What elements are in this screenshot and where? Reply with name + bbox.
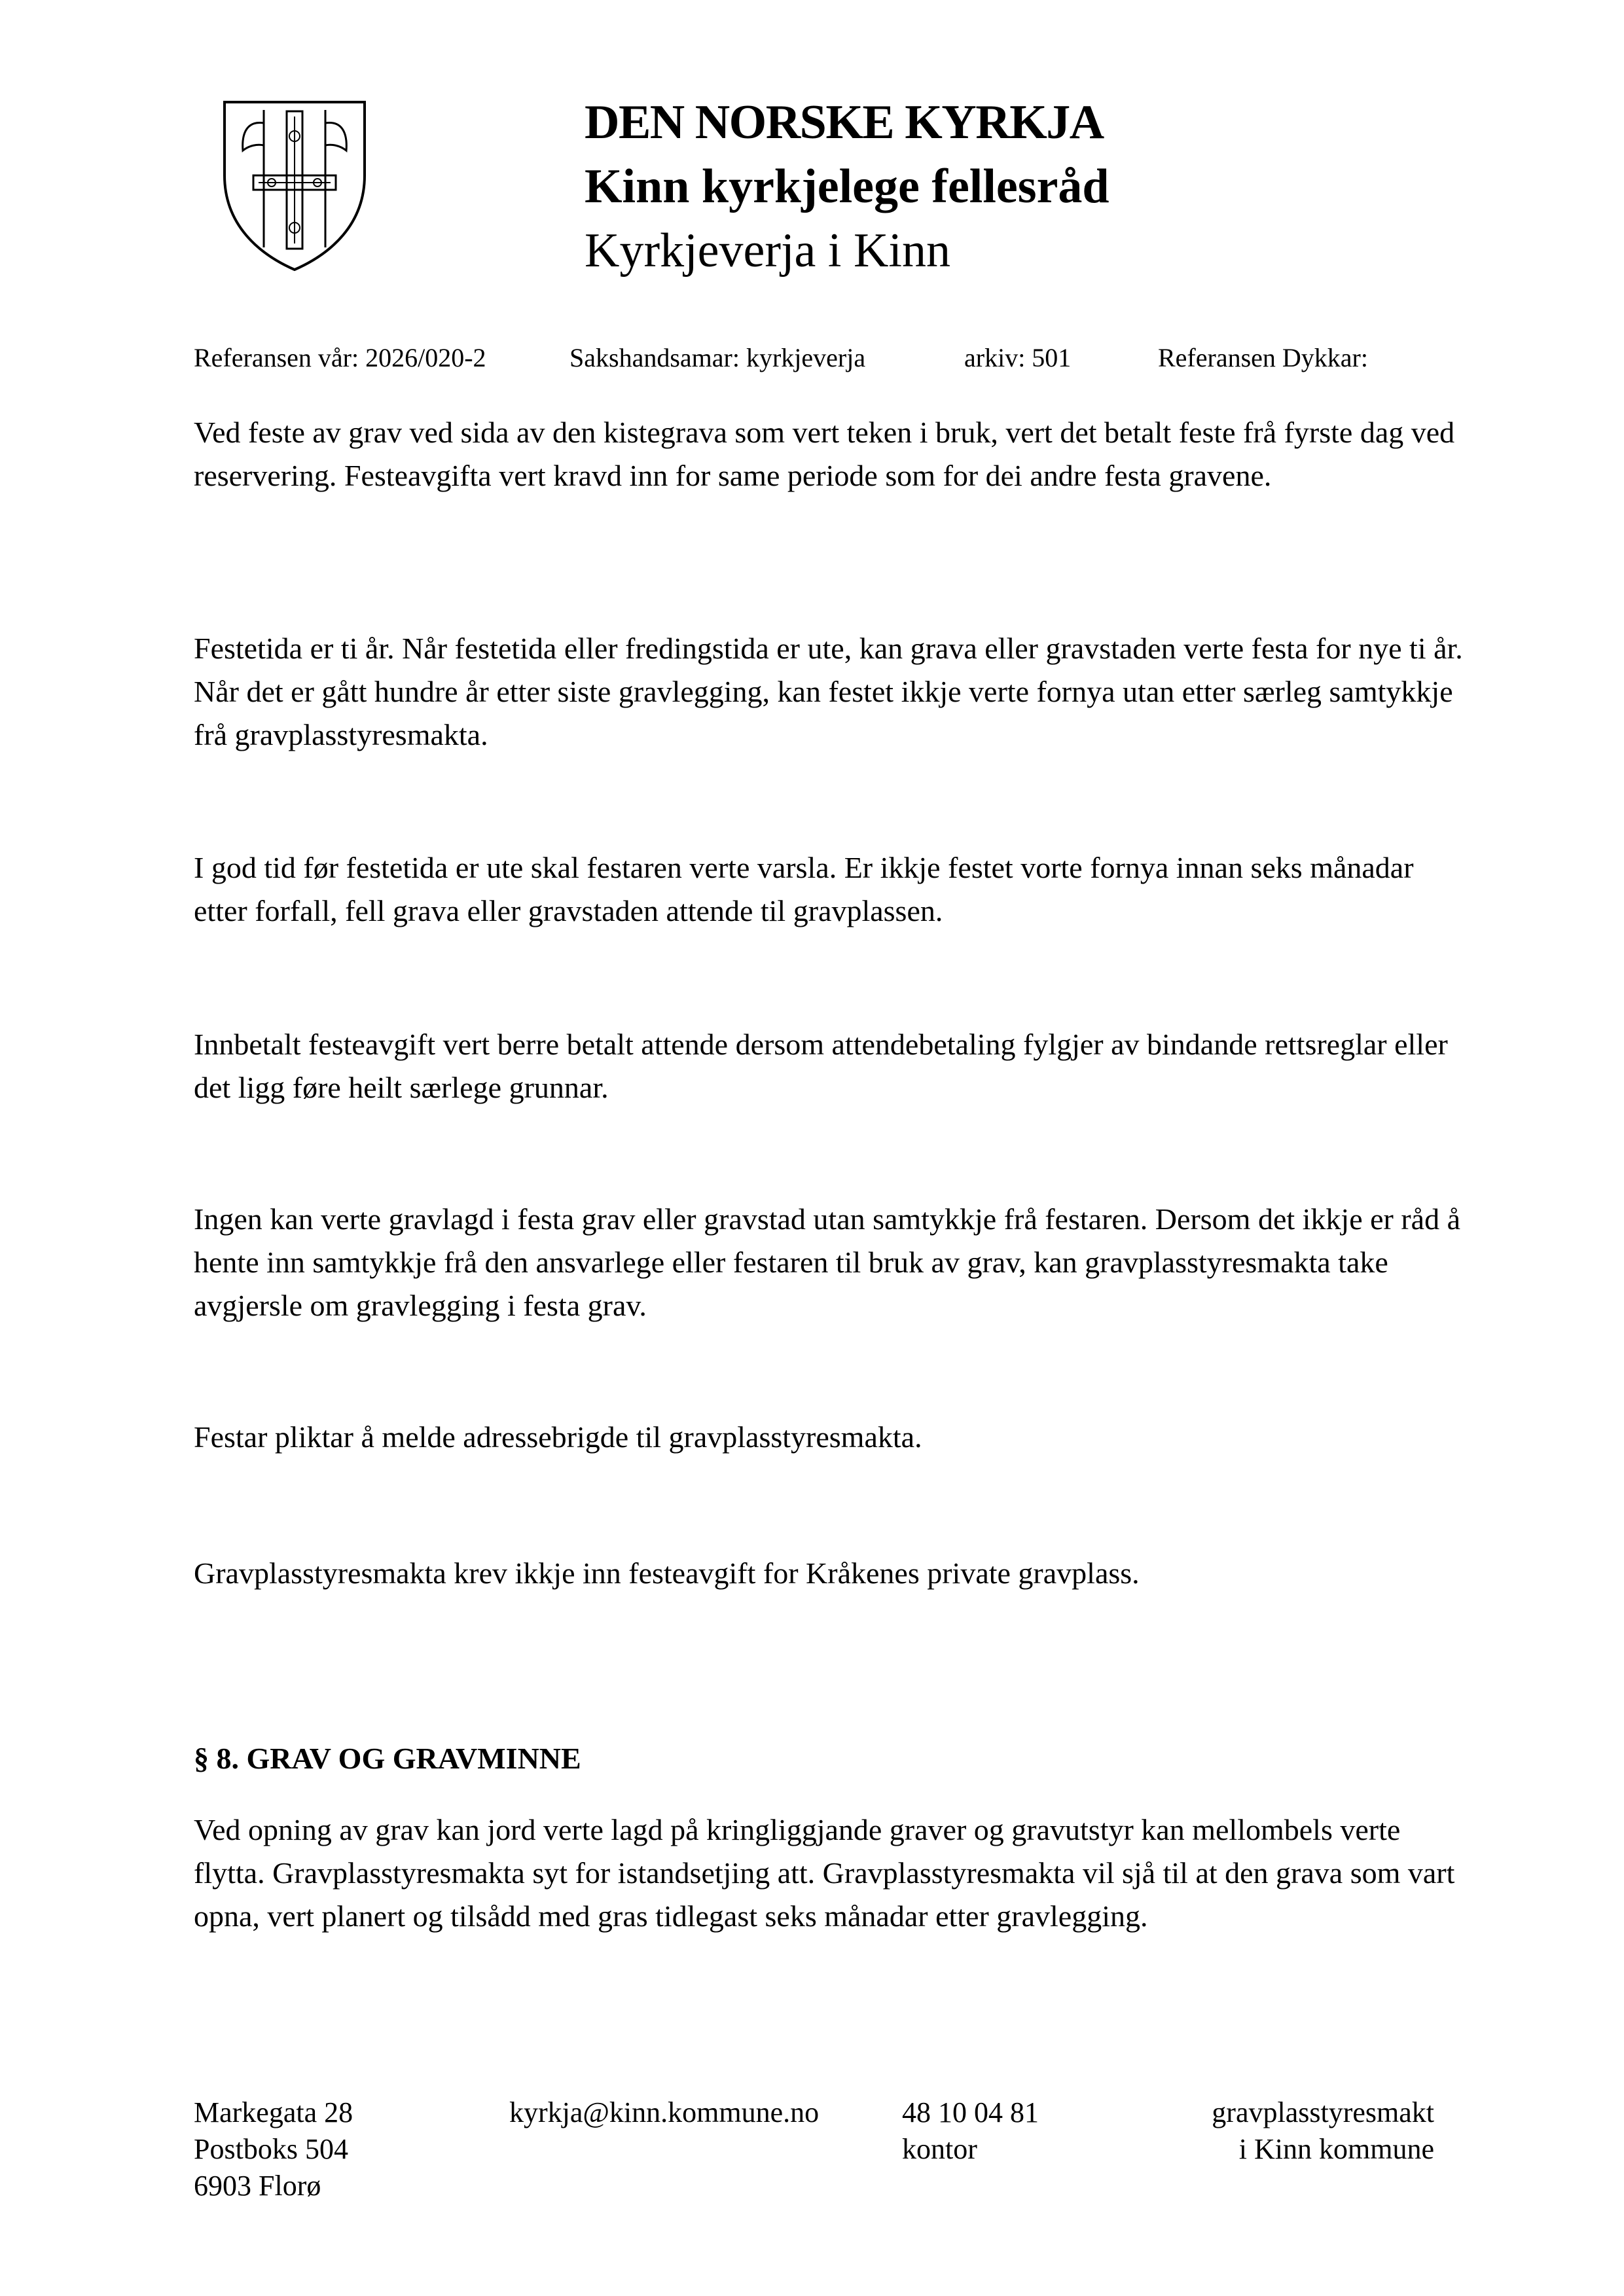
phone-number: 48 10 04 81	[902, 2096, 1039, 2128]
reference-ours: Referansen vår: 2026/020-2	[194, 343, 486, 372]
paragraph: Ingen kan verte gravlagd i festa grav eller gravstad utan samtykkje frå festaren. Dersom det ikkje er råd å hente inn samtykkje frå den ansvarlege eller festaren til bruk av grav, kan gravplasstyresmakta take avgjersle om gravlegging i festa grav.	[194, 1202, 1461, 1322]
org-council: Kinn kyrkjelege fellesråd	[585, 160, 1110, 213]
footer-email[interactable]	[509, 2094, 819, 2131]
footer-phone	[902, 2094, 1039, 2168]
archive-code: arkiv: 501	[964, 343, 1072, 372]
email-link[interactable]: kyrkja@kinn.kommune.no	[509, 2096, 820, 2128]
footer-pobox: Postboks 504	[194, 2133, 348, 2165]
authority-line2: i Kinn kommune	[1238, 2133, 1434, 2165]
paragraph: Innbetalt festeavgift vert berre betalt attende dersom attendebetaling fylgjer av bindande rettsreglar eller det ligg føre heilt særlege grunnar.	[194, 1028, 1448, 1104]
footer-authority	[1212, 2094, 1434, 2168]
section-paragraph: Ved opning av grav kan jord verte lagd på kringliggjande graver og gravutstyr kan mellombels verte flytta. Gravplasstyresmakta syt for istandsetjing att. Gravplasstyresmakta vil sjå til at den grava som vart opna, vert planert og tilsådd med gras tidlegast seks månadar etter gravlegging.	[194, 1813, 1455, 1933]
reference-yours: Referansen Dykkar:	[1158, 343, 1368, 372]
paragraph: Festar pliktar å melde adressebrigde til gravplasstyresmakta.	[194, 1420, 922, 1454]
paragraph: Festetida er ti år. Når festetida eller fredingstida er ute, kan grava eller gravstaden verte festa for nye ti år. Når det er gått hundre år etter siste gravlegging, kan festet ikkje verte fornya utan etter særleg samtykkje frå gravplasstyresmakta.	[194, 632, 1463, 751]
footer-postcode: 6903 Florø	[194, 2170, 321, 2202]
org-office: Kyrkjeverja i Kinn	[585, 224, 950, 278]
org-name: DEN NORSKE KYRKJA	[585, 96, 1104, 149]
authority-line1: gravplasstyresmakt	[1212, 2096, 1434, 2128]
section-heading: § 8. GRAV OG GRAVMINNE	[194, 1742, 581, 1775]
footer-street: Markegata 28	[194, 2096, 353, 2128]
paragraph: Gravplasstyresmakta krev ikkje inn festeavgift for Kråkenes private gravplass.	[194, 1556, 1140, 1590]
organization-header	[585, 96, 1110, 278]
phone-label: kontor	[902, 2133, 977, 2165]
footer-address	[194, 2094, 353, 2204]
paragraph: I god tid før festetida er ute skal festaren verte varsla. Er ikkje festet vorte fornya innan seks månadar etter forfall, fell grava eller gravstaden attende til gravplassen.	[194, 851, 1414, 927]
church-shield-logo-icon	[219, 97, 370, 274]
case-handler: Sakshandsamar: kyrkjeverja	[569, 343, 866, 372]
paragraph: Ved feste av grav ved sida av den kistegrava som vert teken i bruk, vert det betalt feste frå fyrste dag ved reservering. Festeavgifta vert kravd inn for same periode som for dei andre festa gravene.	[194, 416, 1455, 492]
